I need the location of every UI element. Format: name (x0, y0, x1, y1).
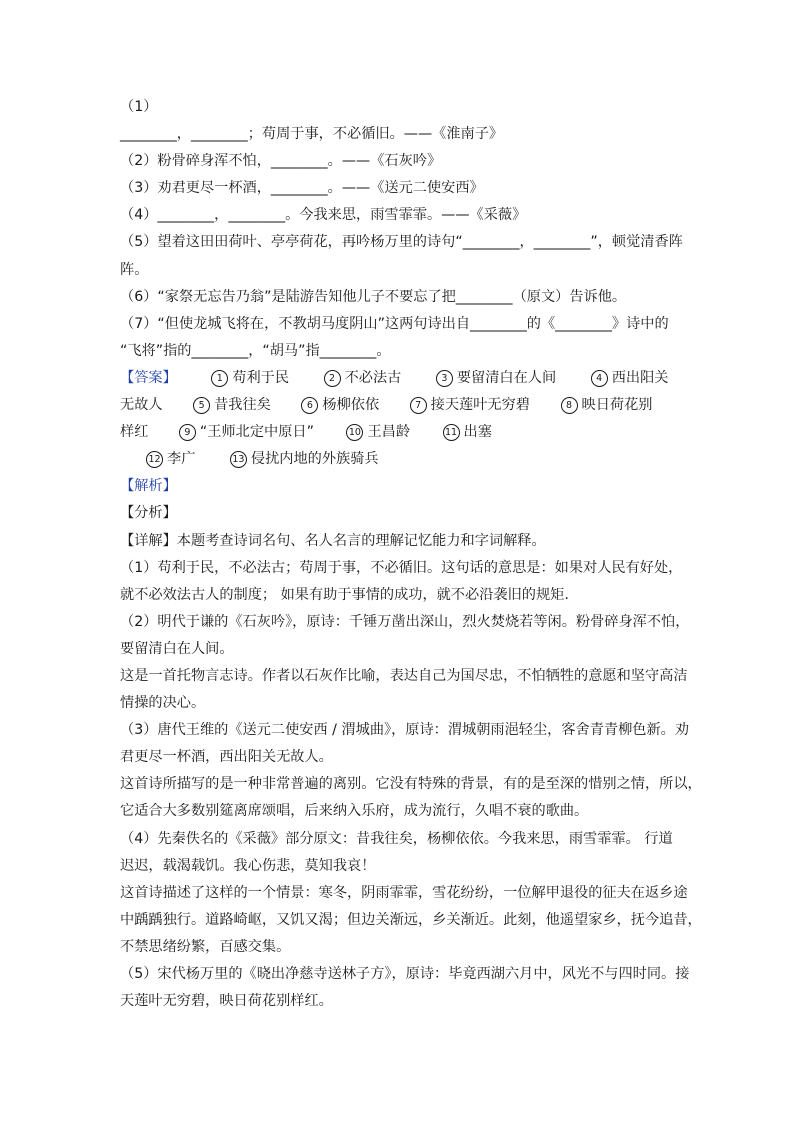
analysis-line: 中踽踽独行。道路崎岖，又饥又渴；但边关渐远，乡关渐近。此刻，他遥望家乡，抚今追昔， (120, 911, 702, 928)
analysis-line: （2）明代于谦的《石灰吟》，原诗：千锤万凿出深山，烈火焚烧若等闲。粉骨碎身浑不怕， (120, 613, 690, 630)
circled-number: 4 (591, 370, 608, 387)
analysis-line: （4）先秦佚名的《采薇》部分原文：昔我往矣，杨柳依依。今我来思，雨雪霏霏。 行道 (120, 830, 673, 847)
analysis-tag: 【解析】 (120, 478, 177, 495)
analysis-line: 情操的决心。 (120, 695, 206, 712)
analysis-line: 不禁思绪纷繁，百感交集。 (120, 938, 291, 955)
answer-line-2 (120, 392, 680, 419)
analysis-line: 它适合大多数别筵离席颂唱，后来纳入乐府，成为流行，久唱不衰的歌曲。 (120, 803, 589, 820)
answer-item: 13 侵扰内地的外族骑兵 (230, 446, 379, 473)
answer-item: 8 映日荷花别 (561, 392, 653, 419)
analysis-line: （3）唐代王维的《送元二使安西 / 渭城曲》，原诗：渭城朝雨浥轻尘，客舍青青柳色新。劝 (120, 722, 690, 739)
circled-number: 10 (346, 424, 363, 441)
document-page (120, 94, 702, 1015)
analysis-line: （1）苟利于民，不必法古；苟周于事，不必循旧。这句话的意思是：如果对人民有好处， (120, 559, 683, 576)
answer-continuation: 无故人 (120, 397, 163, 414)
circled-number: 5 (193, 397, 210, 414)
q3-text: （3）劝君更尽一杯酒，________。——《送元二使安西》 (120, 180, 484, 197)
circled-number: 3 (436, 370, 453, 387)
answer-item: 9 “王师北定中原日” (179, 419, 314, 446)
analysis-line: 要留清白在人间。 (120, 640, 234, 657)
analysis-line: 【详解】本题考查诗词名句、名人名言的理解记忆能力和字词解释。 (120, 532, 546, 549)
analysis-line: 就不必效法古人的制度； 如果有助于事情的成功，就不必沿袭旧的规矩. (120, 586, 569, 603)
q2-text: （2）粉骨碎身浑不怕，________。——《石灰吟》 (120, 153, 442, 170)
answer-item: 6 杨柳依依 (301, 392, 379, 419)
circled-number: 2 (324, 370, 341, 387)
answer-item: 1 苟利于民 (211, 365, 289, 392)
q4-text: （4）________，________。今我来思，雨雪霏霏。——《采薇》 (120, 207, 527, 224)
answer-item: 5 昔我往矣 (193, 392, 271, 419)
circled-number: 7 (410, 397, 427, 414)
analysis-line: 天莲叶无穷碧，映日荷花别样红。 (120, 993, 333, 1010)
circled-number: 13 (230, 451, 247, 468)
analysis-line: 这是一首托物言志诗。作者以石灰作比喻，表达自己为国尽忠，不怕牺牲的意愿和坚守高洁 (120, 667, 688, 684)
answer-line-3 (120, 419, 680, 446)
q5-text-a: （5）望着这田田荷叶、亭亭荷花，再吟杨万里的诗句“________，________”，顿觉清香阵 (120, 234, 683, 251)
q7-text-b: “飞将”指的________，“胡马”指________。 (120, 342, 391, 359)
analysis-line: 这首诗所描写的是一种非常普遍的离别。它没有特殊的背景，有的是至深的惜别之情，所以， (120, 776, 702, 793)
answer-line-1 (120, 365, 680, 392)
answer-item: 10 王昌龄 (346, 419, 410, 446)
analysis-line: 迟迟，载渴载饥。我心伤悲，莫知我哀！ (120, 857, 376, 874)
q5-text-b: 阵。 (120, 261, 149, 278)
analysis-line: 这首诗描述了这样的一个情景：寒冬，阴雨霏霏，雪花纷纷，一位解甲退役的征夫在返乡途 (120, 884, 688, 901)
q1-number: （1） (120, 99, 158, 115)
answer-line-4 (120, 446, 680, 473)
circled-number: 8 (561, 397, 578, 414)
circled-number: 1 (211, 370, 228, 387)
circled-number: 11 (443, 424, 460, 441)
answer-item: 4 西出阳关 (591, 365, 669, 392)
circled-number: 9 (179, 424, 196, 441)
q6-text: （6）“家祭无忘告乃翁”是陆游告知他儿子不要忘了把________（原文）告诉他。 (120, 288, 627, 305)
analysis-line: （5）宋代杨万里的《晓出净慈寺送林子方》，原诗：毕竟西湖六月中，风光不与四时同。接 (120, 966, 690, 982)
answer-item: 3 要留清白在人间 (436, 365, 556, 392)
answer-item: 7 接天莲叶无穷碧 (410, 392, 530, 419)
analysis-subheading: 【分析】 (120, 505, 177, 522)
answer-item: 12 李广 (146, 446, 195, 473)
circled-number: 6 (301, 397, 318, 414)
answer-tag: 【答案】 (120, 369, 177, 386)
circled-number: 12 (146, 451, 163, 468)
answer-continuation: 样红 (120, 424, 149, 441)
q7-text-a: （7）“但使龙城飞将在，不教胡马度阴山”这两句诗出自________的《________》诗中的 (120, 315, 669, 332)
analysis-body (120, 528, 702, 1016)
answer-item: 2 不必法古 (324, 365, 402, 392)
q1-text: ________，________；苟周于事，不必循旧。——《淮南子》 (120, 126, 504, 143)
answer-item: 11 出塞 (443, 419, 492, 446)
analysis-line: 君更尽一杯酒，西出阳关无故人。 (120, 749, 333, 766)
